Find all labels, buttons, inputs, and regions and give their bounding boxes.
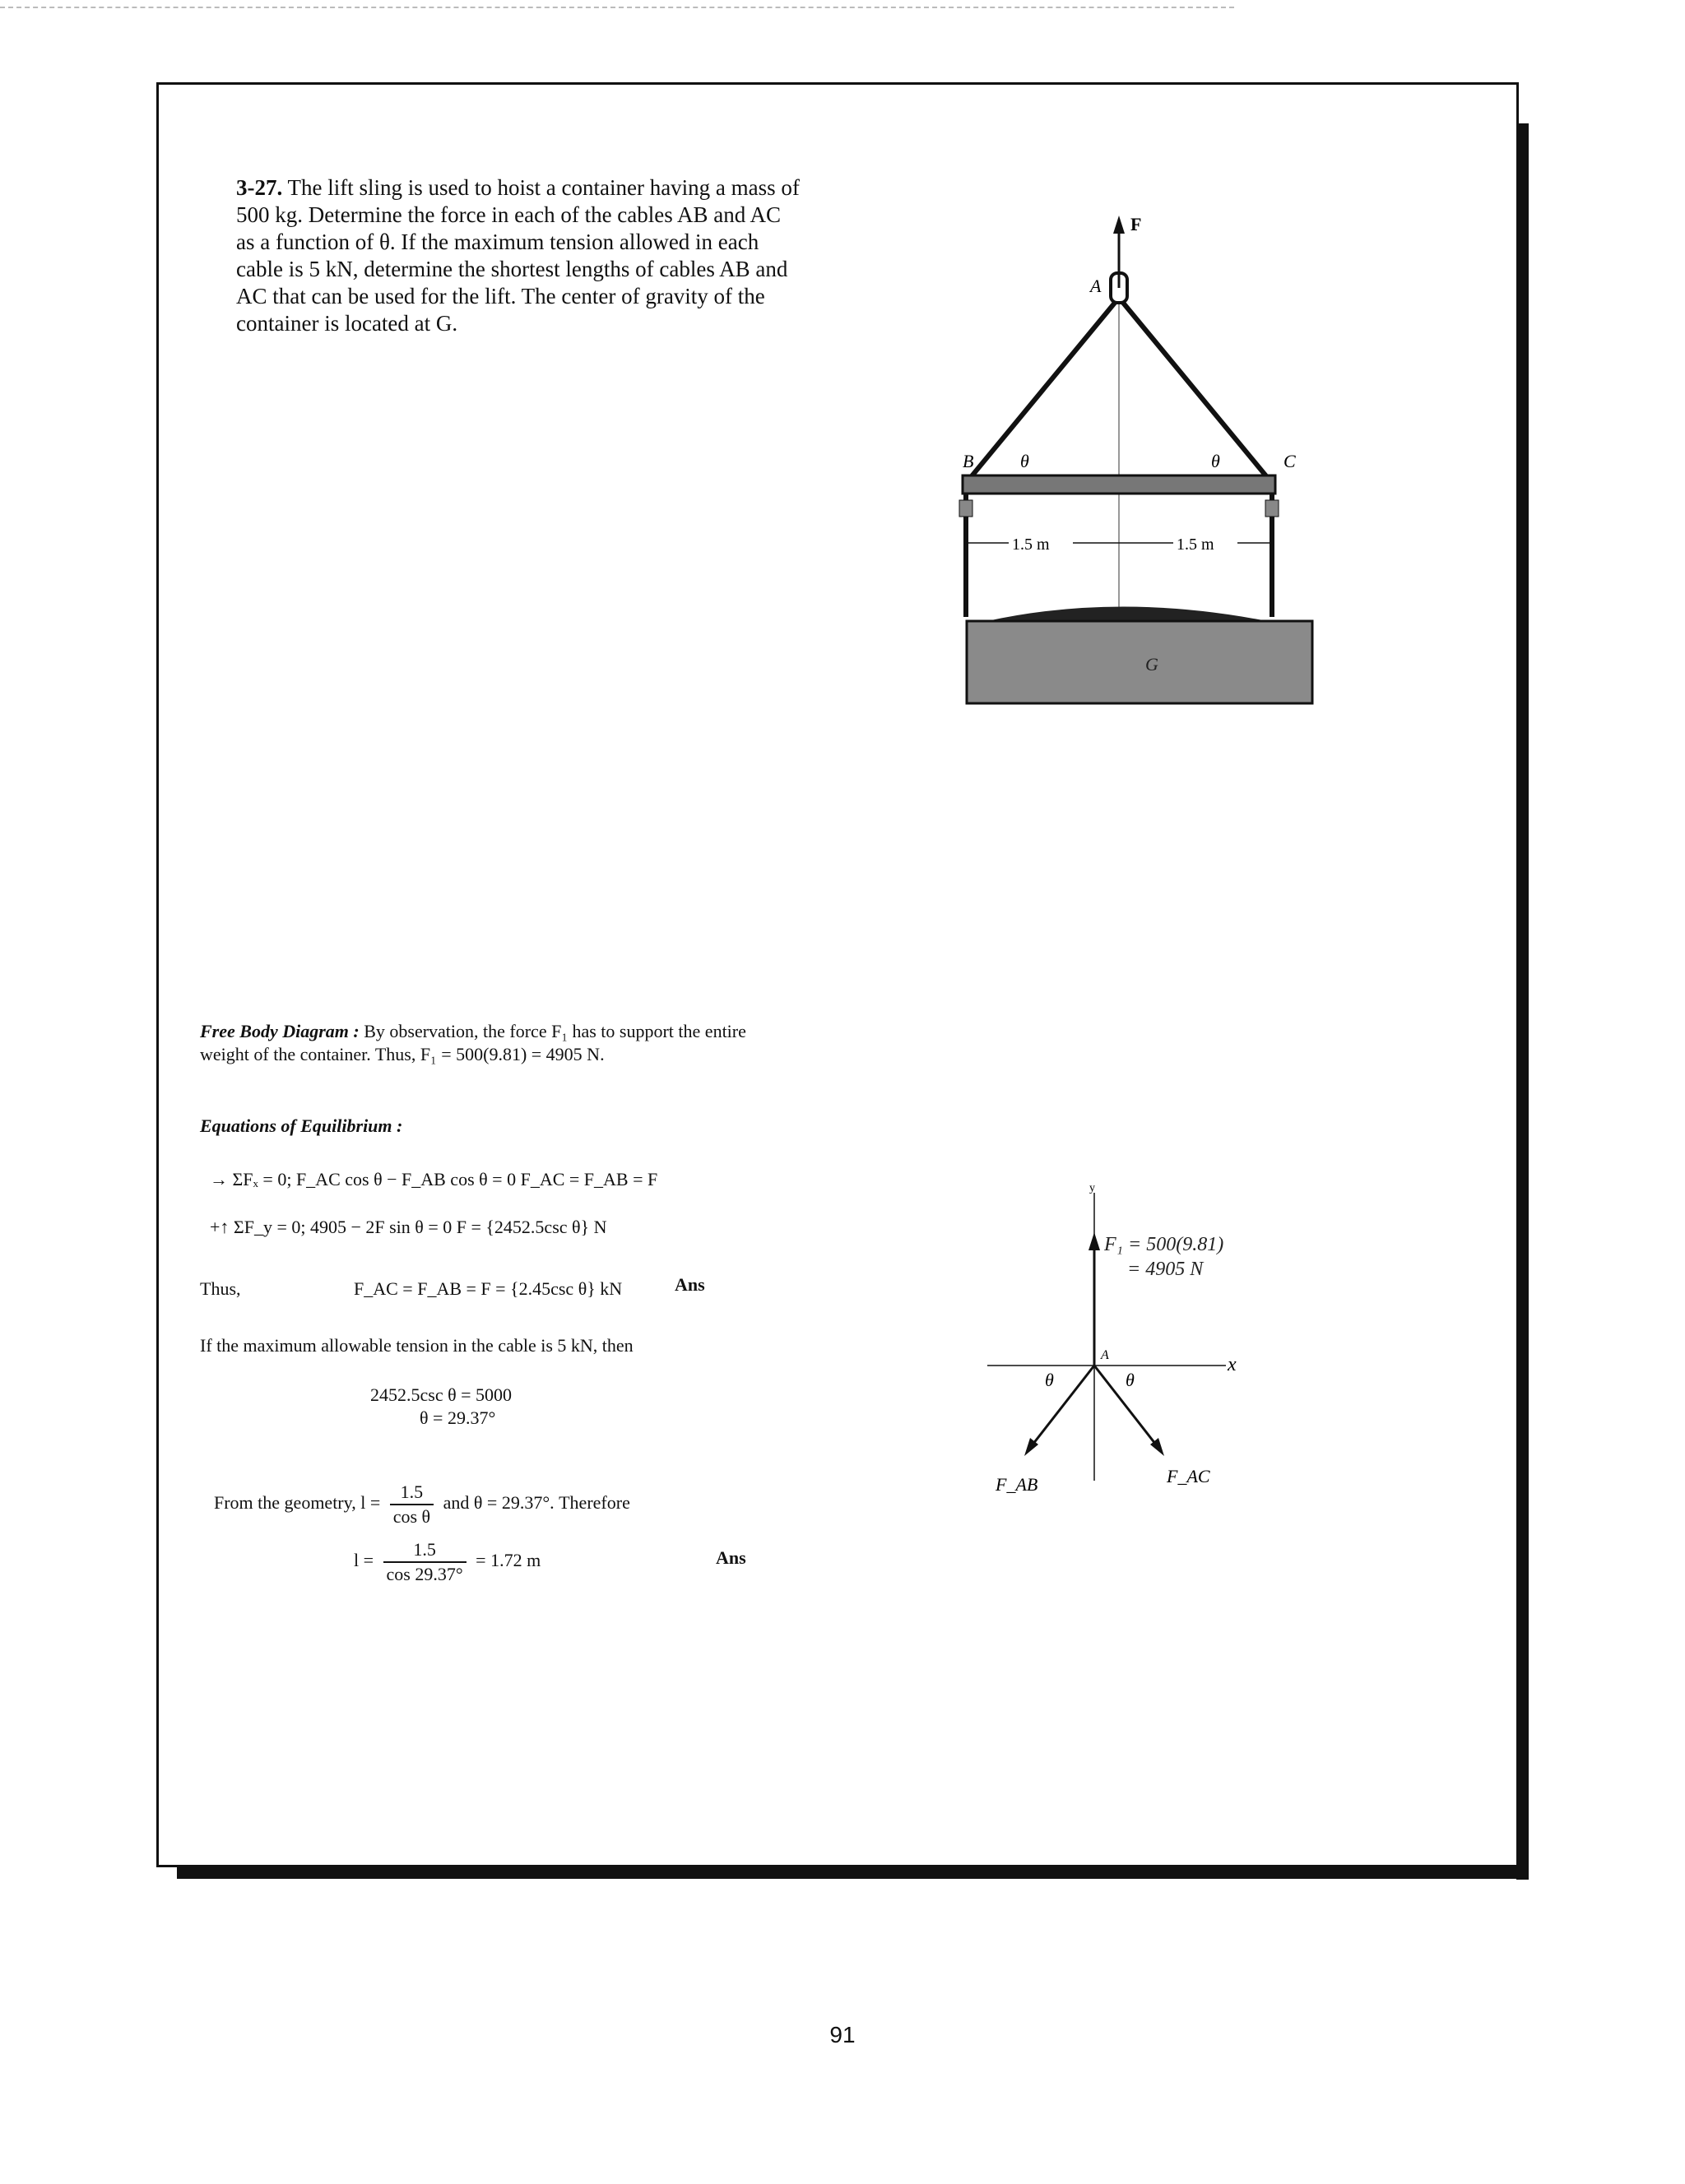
point-b-label: B xyxy=(963,451,974,471)
answer-marker-1: Ans xyxy=(675,1274,705,1295)
answer-marker-2: Ans xyxy=(716,1547,746,1568)
point-a-label: A xyxy=(1090,276,1102,296)
dim-left-label: 1.5 m xyxy=(1012,536,1050,554)
frame-shadow-bottom xyxy=(177,1867,1529,1879)
fbd-theta-left: θ xyxy=(1045,1370,1054,1390)
cable-ab xyxy=(971,303,1115,477)
fbd-theta-right: θ xyxy=(1126,1370,1135,1390)
geometry-fraction xyxy=(390,1481,434,1528)
geometry-denominator: cos θ xyxy=(392,1506,431,1527)
cable-ac xyxy=(1123,303,1267,477)
theta-right-label: θ xyxy=(1211,451,1220,471)
lift-sling-figure xyxy=(954,206,1325,716)
problem-number: 3-27. xyxy=(236,175,283,200)
length-denominator: cos 29.37° xyxy=(386,1564,463,1584)
left-pulley xyxy=(959,500,972,517)
equilibrium-heading: Equations of Equilibrium : xyxy=(200,1115,403,1136)
equation-sum-fx: → ΣFₓ = 0; F_AC cos θ − F_AB cos θ = 0 F_AC = F_AB = F xyxy=(210,1169,658,1189)
y-axis-label: y xyxy=(1089,1185,1095,1194)
length-numerator: 1.5 xyxy=(383,1538,467,1563)
thus-equation: F_AC = F_AB = F = {2.45csc θ} kN xyxy=(354,1278,623,1299)
thus-label: Thus, xyxy=(200,1278,241,1299)
page-number: 91 xyxy=(829,2022,856,2047)
geometry-line xyxy=(214,1481,630,1528)
fbd-point-a-label: A xyxy=(1101,1348,1109,1362)
length-result xyxy=(354,1538,541,1586)
max-tension-statement: If the maximum allowable tension in the cable is 5 kN, then xyxy=(200,1335,634,1356)
force-fab-arrow xyxy=(1030,1366,1094,1448)
result-csc-equation: 2452.5csc θ = 5000 xyxy=(370,1384,513,1405)
force-f-label: F xyxy=(1130,214,1142,234)
right-pulley xyxy=(1265,500,1279,517)
length-lead: l = xyxy=(354,1550,374,1571)
geometry-tail: and θ = 29.37°. Therefore xyxy=(443,1492,630,1514)
problem-statement xyxy=(236,174,804,337)
force-f1-line2: = 4905 N xyxy=(1127,1259,1204,1280)
length-fraction xyxy=(383,1538,467,1586)
dim-right-label: 1.5 m xyxy=(1177,536,1214,554)
force-f1-line1: F₁ = 500(9.81) xyxy=(1104,1234,1224,1255)
force-f-arrowhead xyxy=(1113,216,1125,234)
equation-sum-fy: +↑ ΣF_y = 0; 4905 − 2F sin θ = 0 F = {2452.5csc θ} N xyxy=(210,1217,607,1237)
force-fac-label: F_AC xyxy=(1167,1466,1210,1486)
spreader-bar xyxy=(963,475,1275,494)
free-body-sketch xyxy=(979,1185,1292,1514)
point-g-label: G xyxy=(1145,654,1158,675)
theta-left-label: θ xyxy=(1020,451,1029,471)
length-tail: = 1.72 m xyxy=(476,1550,541,1571)
geometry-lead: From the geometry, l = xyxy=(214,1492,381,1514)
fbd-text: By observation, the force F₁ has to support the entire weight of the container. Thus, F₁ = 500(9.81) = 4905 N. xyxy=(200,1021,746,1064)
force-fab-label: F_AB xyxy=(996,1474,1038,1495)
result-theta: θ = 29.37° xyxy=(420,1407,496,1428)
force-f1-arrowhead xyxy=(1089,1232,1100,1250)
container-load xyxy=(987,607,1267,622)
frame-shadow-right xyxy=(1516,123,1529,1880)
container xyxy=(967,621,1312,703)
fbd-heading: Free Body Diagram : xyxy=(200,1021,360,1041)
geometry-numerator: 1.5 xyxy=(390,1481,434,1505)
point-c-label: C xyxy=(1283,451,1296,471)
x-axis-label: x xyxy=(1228,1354,1237,1375)
fbd-paragraph xyxy=(200,1020,776,1066)
problem-text: The lift sling is used to hoist a container having a mass of 500 kg. Determine the force in each of the cables AB and AC as a function of θ. If the maximum tension allowed in each cable is 5 kN, determine the shortest lengths of cables AB and AC that can be used for the lift. The center of gravity of the container is located at G. xyxy=(236,175,800,336)
scan-top-edge xyxy=(0,7,1234,8)
